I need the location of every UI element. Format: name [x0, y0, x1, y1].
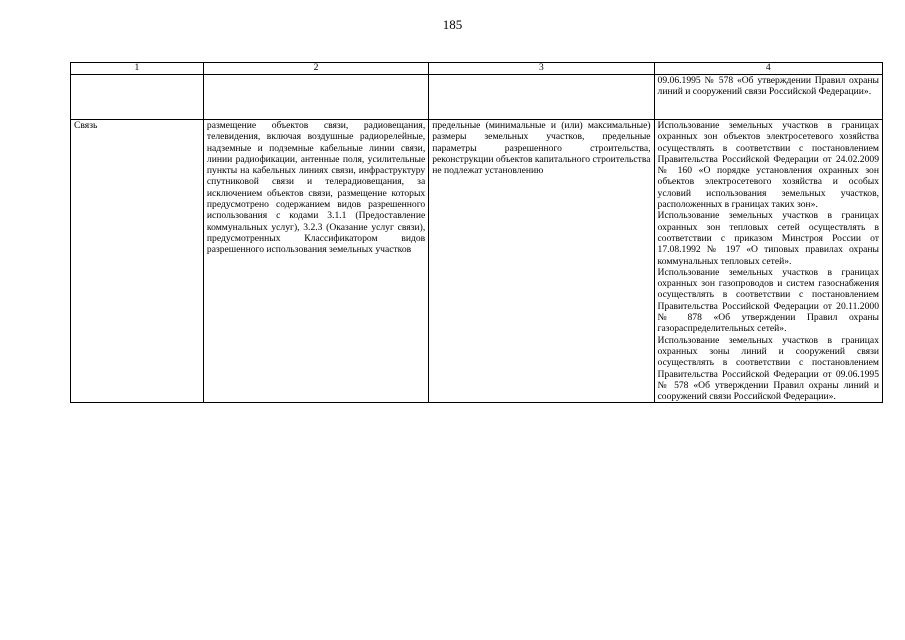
parameters-cell: предельные (минимальные и (или) максимальные) размеры земельных участков, предельные параметры разрешенного строительства, реконструкции объектов капитального строительства не подлежат установлению [429, 120, 654, 403]
restriction-paragraph-4: Использование земельных участков в границах охранных зоны линий и сооружений связи осуществлять в соответствии с постановлением Правительства Российской Федерации от 09.06.1995 № 578 «Об утверждении Правил охраны линий и сооружений связи Российской Федерации». [657, 334, 879, 403]
page-number: 185 [442, 17, 463, 32]
column-header-2: 2 [203, 63, 428, 75]
restriction-paragraph-2: Использование земельных участков в границах охранных зон тепловых сетей осуществлять в соответствии с приказом Минстроя России от 17.08.1992 № 197 «О типовых правилах охраны коммунальных тепловых сетей». [657, 210, 879, 267]
column-header-3: 3 [429, 63, 654, 75]
table-header-row [71, 63, 883, 75]
table-row-svyaz [71, 120, 883, 403]
description-cell: размещение объектов связи, радиовещания, телевидения, включая воздушные радиорелейные, надземные и подземные кабельные линии связи, линии радиофикации, антенные поля, усилительные пункты на кабельных линиях связи, инфраструктуру спутниковой связи и телерадиовещания, за исключением объектов связи, размещение которых предусмотрено содержанием видов разрешенного использования с кодами 3.1.1 (Предоставление коммунальных услуг), 3.2.3 (Оказание услуг связи), предусмотренных Классификатором видов разрешенного использования земельных участков [203, 120, 428, 403]
continuation-cell-3 [429, 75, 654, 120]
column-header-4: 4 [654, 63, 882, 75]
table-row-continuation [71, 75, 883, 120]
use-type-cell: Связь [71, 120, 204, 403]
restrictions-cell [654, 120, 882, 403]
continuation-cell-4: 09.06.1995 № 578 «Об утверждении Правил охраны линий и сооружений связи Российской Федерации». [654, 75, 882, 120]
continuation-cell-2 [203, 75, 428, 120]
column-header-1: 1 [71, 63, 204, 75]
restriction-paragraph-1: Использование земельных участков в границах охранных зон объектов электросетевого хозяйства осуществлять в соответствии с постановлением Правительства Российской Федерации от 24.02.2009 № 160 «О порядке установления охранных зон объектов электросетевого хозяйства и особых условий использования земельных участков, расположенных в границах таких зон». [657, 120, 879, 211]
continuation-cell-1 [71, 75, 204, 120]
restriction-paragraph-3: Использование земельных участков в границах охранных зон газопроводов и систем газоснабжения осуществлять в соответствии с постановлением Правительства Российской Федерации от 20.11.2000 № 878 «Об утверждении Правил охраны газораспределительных сетей». [657, 266, 879, 335]
regulations-table [70, 62, 883, 403]
